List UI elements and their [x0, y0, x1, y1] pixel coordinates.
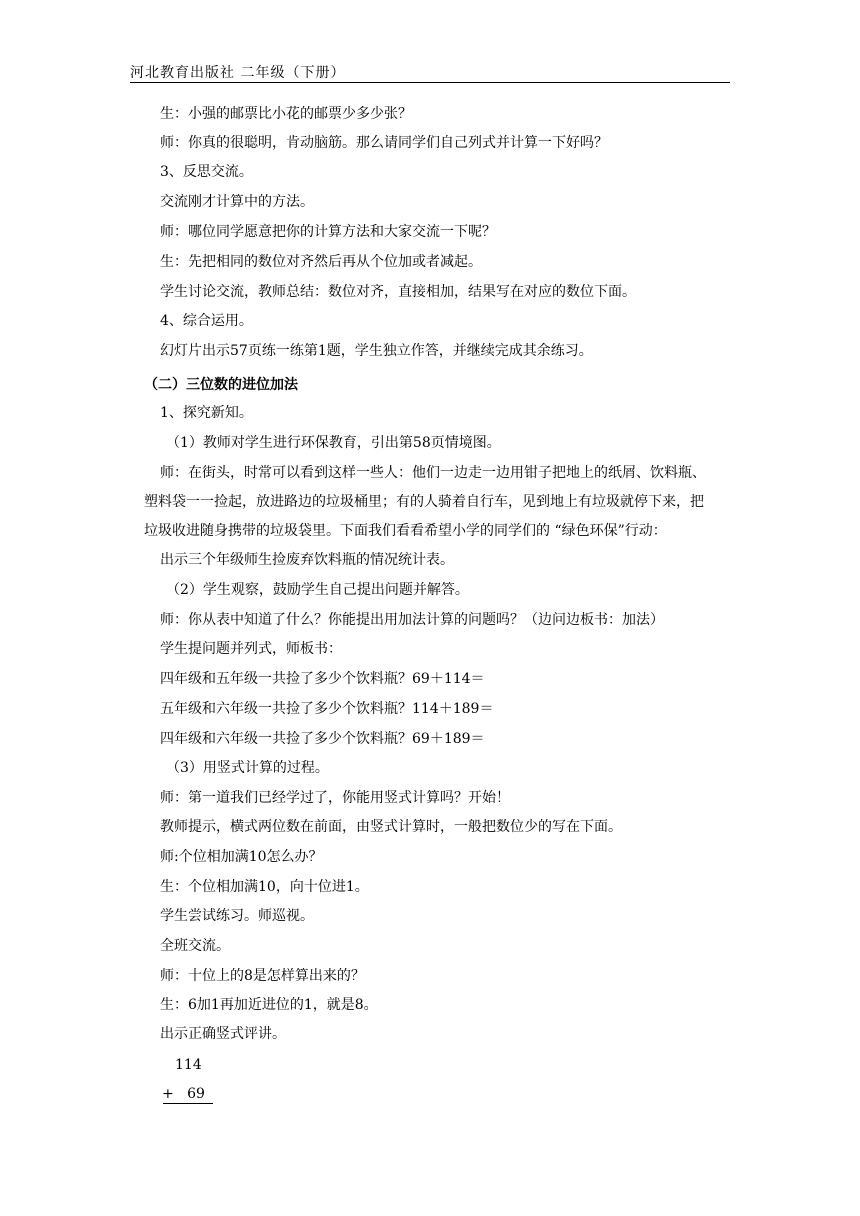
text-line: 四年级和五年级一共捡了多少个饮料瓶？69＋114＝ [160, 671, 485, 687]
text-line: （3）用竖式计算的过程。 [166, 760, 329, 776]
text-line: 学生讨论交流，教师总结：数位对齐，直接相加，结果写在对应的数位下面。 [160, 284, 636, 300]
text-line: 出示三个年级师生捡废弃饮料瓶的情况统计表。 [160, 552, 454, 568]
text-line: 师：在街头，时常可以看到这样一些人：他们一边走一边用钳子把地上的纸屑、饮料瓶、 [160, 465, 706, 481]
text-line: 生：小强的邮票比小花的邮票少多少张？ [160, 106, 412, 122]
text-line: （1）教师对学生进行环保教育，引出第58页情境图。 [166, 435, 501, 451]
text-line: 1、探究新知。 [160, 405, 253, 421]
text-line: 全班交流。 [160, 938, 230, 954]
text-line: 4、综合运用。 [160, 313, 253, 329]
text-line: 生：个位相加满10，向十位进1。 [160, 879, 369, 895]
vertical-calc-addend: + 69 [162, 1086, 205, 1102]
text-line: （2）学生观察，鼓励学生自己提出问题并解答。 [166, 582, 469, 598]
text-line: 四年级和六年级一共捡了多少个饮料瓶？69＋189＝ [160, 731, 485, 747]
text-line: 塑料袋一一捡起，放进路边的垃圾桶里；有的人骑着自行车，见到地上有垃圾就停下来，把 [144, 494, 704, 510]
vertical-calc-top-number: 114 [175, 1057, 202, 1073]
text-line: 生：先把相同的数位对齐然后再从个位加或者减起。 [160, 254, 482, 270]
header-rule [130, 82, 730, 83]
text-line: 交流刚才计算中的方法。 [160, 194, 314, 210]
section-heading: （二）三位数的进位加法 [144, 377, 298, 393]
text-line: 垃圾收进随身携带的垃圾袋里。下面我们看看希望小学的同学们的 “绿色环保”行动： [144, 523, 667, 539]
text-line: 学生提问题并列式，师板书： [160, 641, 342, 657]
text-line: 师：哪位同学愿意把你的计算方法和大家交流一下呢？ [160, 224, 496, 240]
text-line: 师：第一道我们已经学过了，你能用竖式计算吗？开始！ [160, 790, 510, 806]
text-line: 五年级和六年级一共捡了多少个饮料瓶？114＋189＝ [160, 701, 494, 717]
text-line: 师:个位相加满10怎么办？ [160, 849, 323, 865]
text-line: 师：十位上的8是怎样算出来的？ [160, 968, 365, 984]
text-line: 师：你从表中知道了什么？你能提出用加法计算的问题吗？（边问边板书：加法） [160, 612, 664, 628]
page-header: 河北教育出版社 二年级（下册） [130, 65, 346, 81]
text-line: 出示正确竖式评讲。 [160, 1026, 286, 1042]
text-line: 生：6加1再加近进位的1，就是8。 [160, 997, 378, 1013]
vertical-calc-sum-line [163, 1103, 213, 1104]
text-line: 幻灯片出示57页练一练第1题，学生独立作答，并继续完成其余练习。 [160, 343, 593, 359]
text-line: 学生尝试练习。师巡视。 [160, 908, 314, 924]
text-line: 教师提示，横式两位数在前面，由竖式计算时，一般把数位少的写在下面。 [160, 819, 622, 835]
text-line: 师：你真的很聪明，肯动脑筋。那么请同学们自己列式并计算一下好吗？ [160, 135, 608, 151]
text-line: 3、反思交流。 [160, 164, 253, 180]
